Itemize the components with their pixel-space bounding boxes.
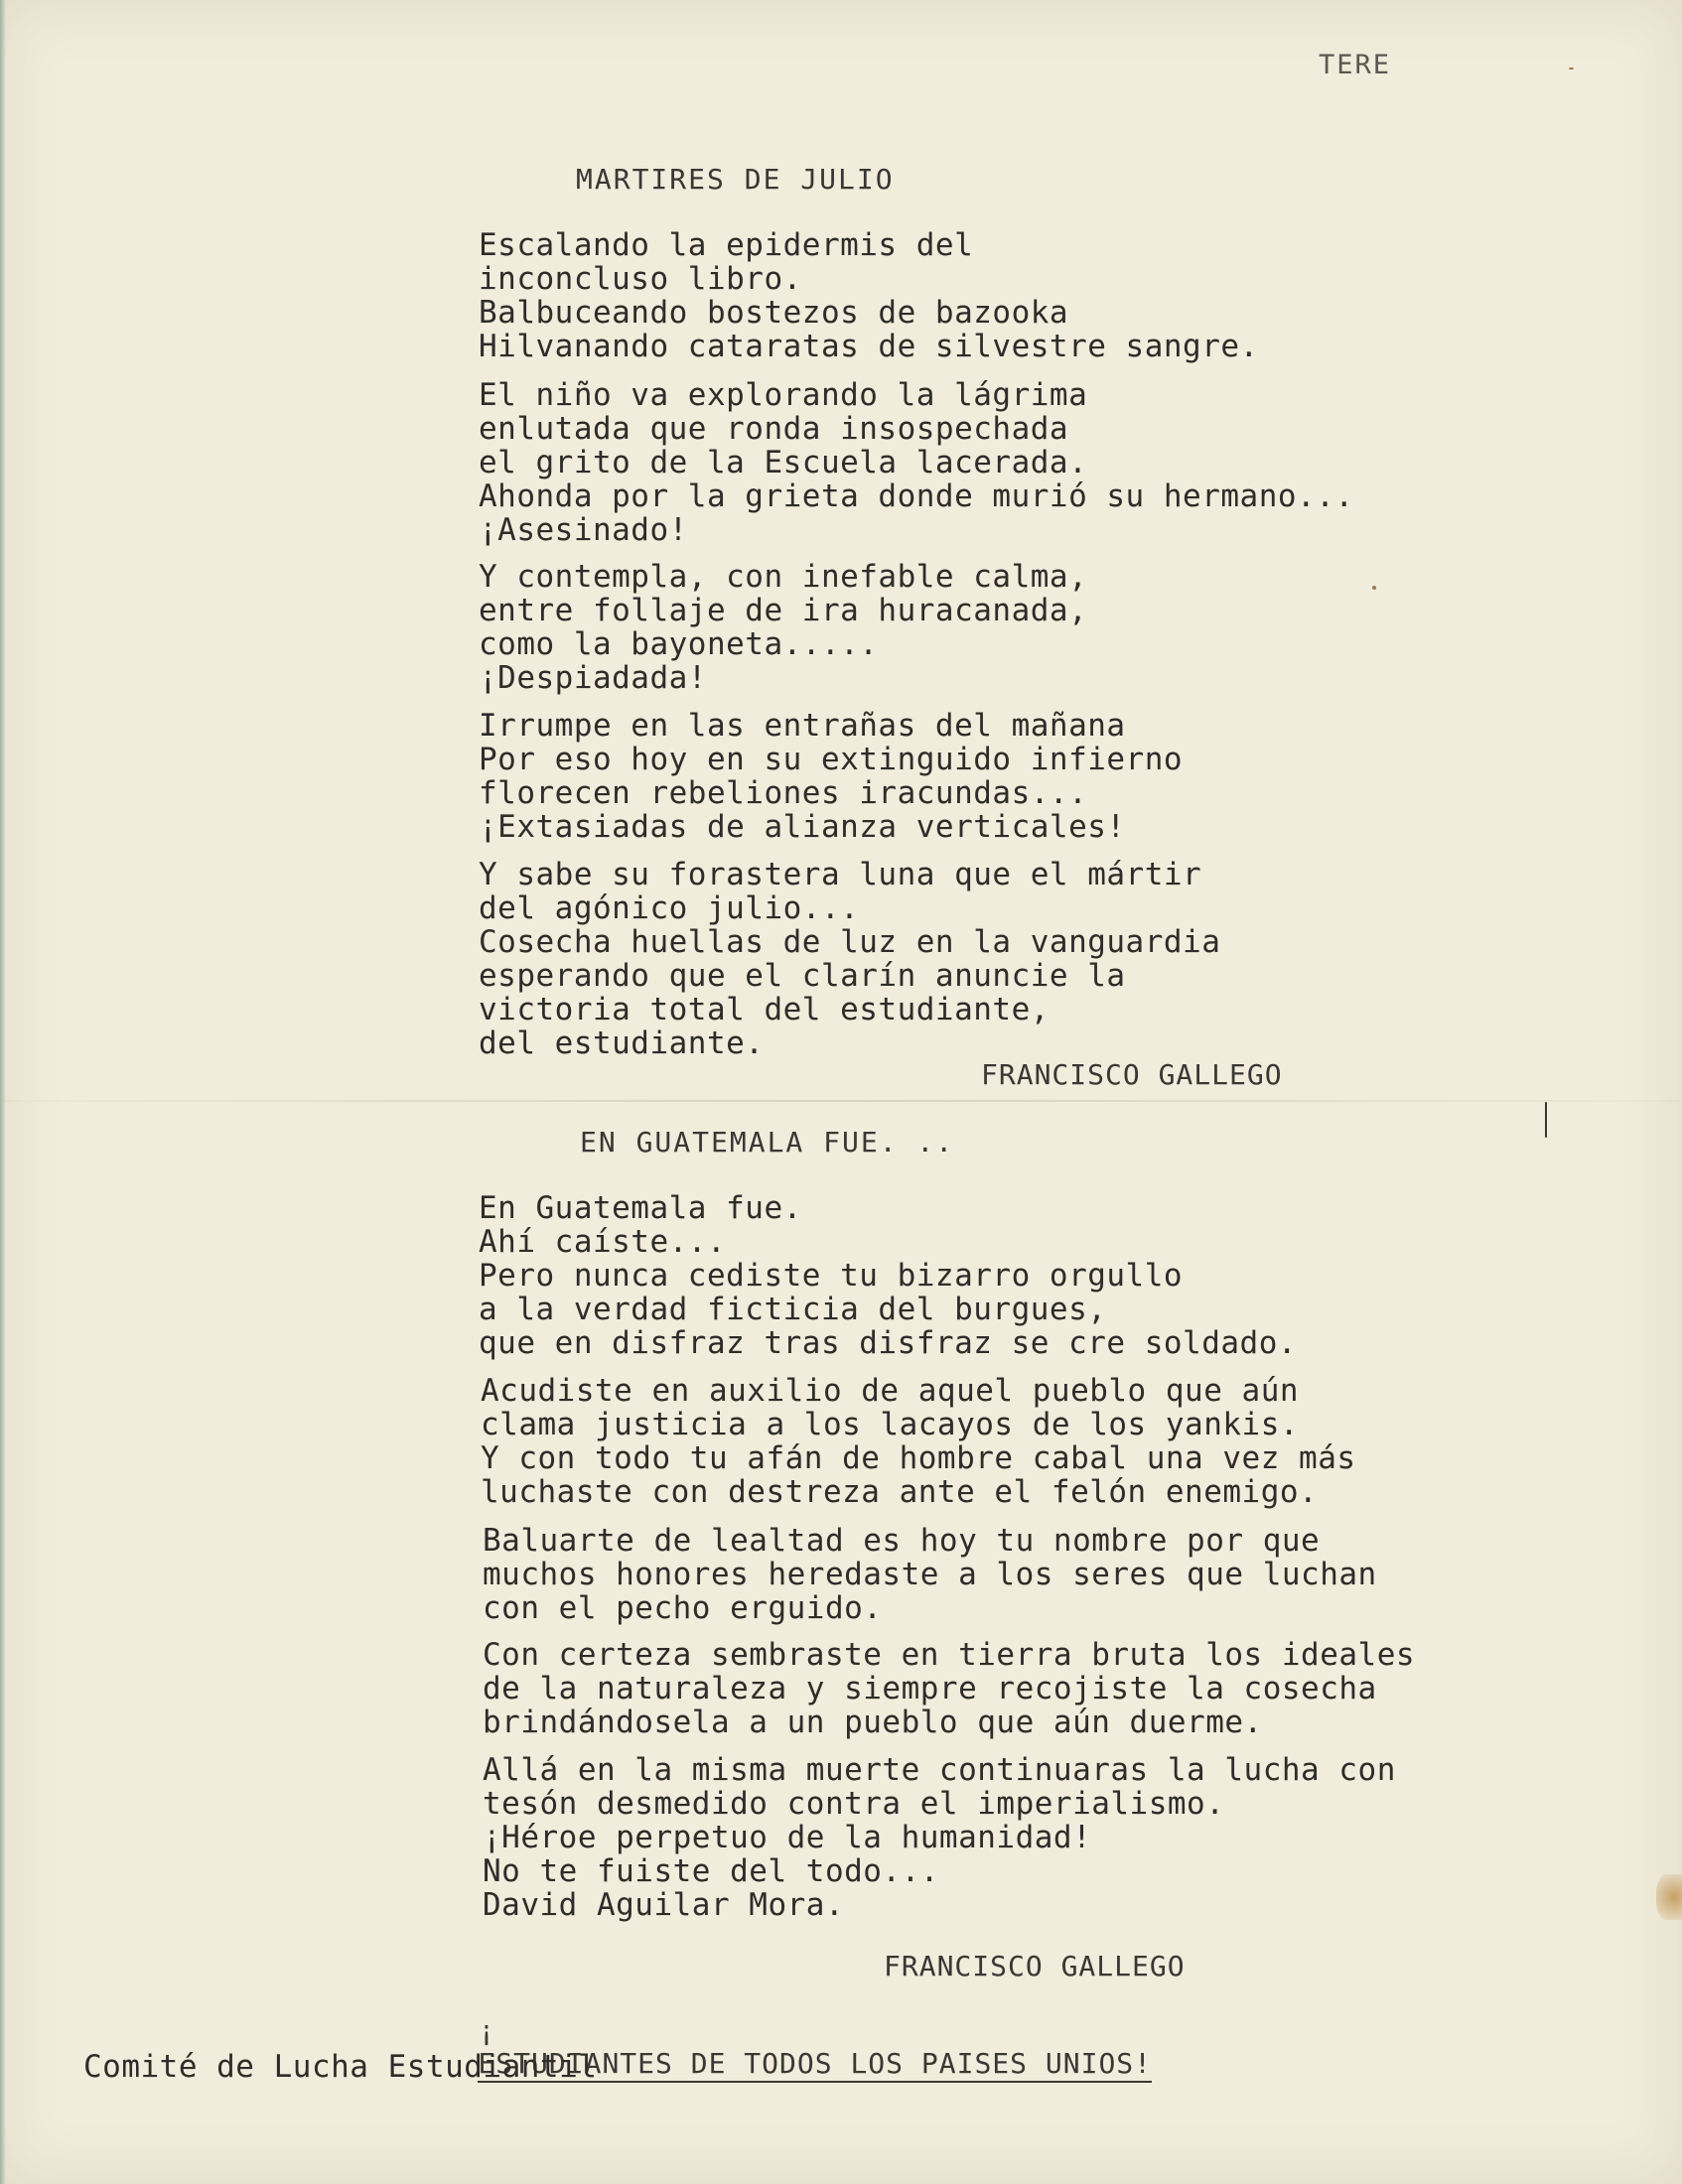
poem-line: del agónico julio... (479, 890, 860, 926)
poem-line: Allá en la misma muerte continuaras la lucha con (483, 1752, 1396, 1788)
poem-line: Irrumpe en las entrañas del mañana (479, 708, 1126, 744)
paper-mark (1545, 1102, 1547, 1138)
poem-line: enlutada que ronda insospechada (479, 411, 1069, 447)
poem-line: Cosecha huellas de luz en la vanguardia (479, 924, 1221, 960)
poem-line: como la bayoneta..... (479, 626, 879, 662)
poem-line: de la naturaleza y siempre recojiste la cosecha (483, 1671, 1377, 1706)
poem-line: ¡Extasiadas de alianza verticales! (479, 809, 1126, 845)
organization-name: Comité de Lucha Estudiantil (83, 2049, 598, 2085)
poem-title-guatemala: EN GUATEMALA FUE. .. (580, 1126, 955, 1159)
poem-line: florecen rebeliones iracundas... (479, 775, 1088, 811)
poem-line: Y con todo tu afán de hombre cabal una vez más (481, 1440, 1356, 1476)
poem-line: El niño va explorando la lágrima (479, 377, 1088, 413)
poem-line: el grito de la Escuela lacerada. (479, 445, 1088, 480)
poem2-author: FRANCISCO GALLEGO (884, 1950, 1186, 1982)
closing-slogan (407, 1981, 1152, 2113)
poem1-stanza-1 (479, 228, 1259, 363)
poem-line: victoria total del estudiante, (479, 992, 1050, 1027)
poem1-stanza-3 (479, 560, 1087, 695)
poem2-stanza-4 (483, 1638, 1415, 1739)
poem-line: brindándosela a un pueblo que aún duerme. (483, 1705, 1263, 1740)
poem2-stanza-3 (483, 1524, 1377, 1625)
poem-line: Ahonda por la grieta donde murió su hermano... (479, 478, 1354, 514)
poem-line: muchos honores heredaste a los seres que luchan (483, 1557, 1377, 1592)
poem-line: esperando que el clarín anuncie la (479, 958, 1126, 994)
poem-line: En Guatemala fue. (479, 1190, 802, 1226)
poem-title-martires: MARTIRES DE JULIO (576, 163, 895, 196)
corner-tag: TERE (1319, 50, 1392, 80)
poem-line: Balbuceando bostezos de bazooka (479, 295, 1069, 331)
poem-line: entre follaje de ira huracanada, (479, 593, 1088, 628)
slogan-text: ESTUDIANTES DE TODOS LOS PAISES UNIOS! (478, 2047, 1152, 2083)
poem-line: Por eso hoy en su extinguido infierno (479, 742, 1184, 777)
poem-line: que en disfraz tras disfraz se cre soldado. (479, 1325, 1298, 1361)
poem-line: Con certeza sembraste en tierra bruta los ideales (483, 1637, 1416, 1673)
poem-line: ¡Despiadada! (479, 660, 707, 696)
poem-line: David Aguilar Mora. (483, 1887, 845, 1923)
poem2-stanza-2 (481, 1374, 1356, 1509)
poem-line: a la verdad ficticia del burgues, (479, 1292, 1107, 1327)
poem1-stanza-5 (479, 858, 1220, 1060)
slogan-open-mark: ¡ (478, 2014, 496, 2047)
poem-line: del estudiante. (479, 1025, 765, 1061)
paper-stain (1656, 1874, 1682, 1920)
poem-line: Y contempla, con inefable calma, (479, 559, 1088, 595)
poem-line: ¡Asesinado! (479, 512, 688, 548)
poem-line: Ahí caíste... (479, 1224, 727, 1260)
poem1-stanza-4 (479, 709, 1183, 844)
poem2-stanza-5 (483, 1753, 1396, 1922)
poem-line: tesón desmedido contra el imperialismo. (483, 1786, 1225, 1822)
poem1-author: FRANCISCO GALLEGO (981, 1058, 1283, 1091)
poem-line: ¡Héroe perpetuo de la humanidad! (483, 1820, 1092, 1855)
poem-line: con el pecho erguido. (483, 1590, 883, 1626)
paper-speck (1569, 68, 1574, 69)
paper-speck (1372, 586, 1376, 590)
poem-line: inconcluso libro. (479, 261, 802, 297)
poem-line: Acudiste en auxilio de aquel pueblo que aún (481, 1373, 1300, 1409)
poem-line: Hilvanando cataratas de silvestre sangre. (479, 329, 1259, 364)
poem2-stanza-1 (479, 1191, 1297, 1360)
poem-line: Escalando la epidermis del (479, 227, 974, 263)
paper-fold-line (0, 1100, 1682, 1102)
poem-line: Baluarte de lealtad es hoy tu nombre por que (483, 1523, 1321, 1559)
poem-line: No te fuiste del todo... (483, 1853, 939, 1889)
poem-line: clama justicia a los lacayos de los yankis. (481, 1407, 1300, 1442)
poem-line: Pero nunca cediste tu bizarro orgullo (479, 1258, 1184, 1294)
poem-line: luchaste con destreza ante el felón enemigo. (481, 1474, 1319, 1510)
poem1-stanza-2 (479, 378, 1354, 547)
poem-line: Y sabe su forastera luna que el mártir (479, 857, 1202, 892)
